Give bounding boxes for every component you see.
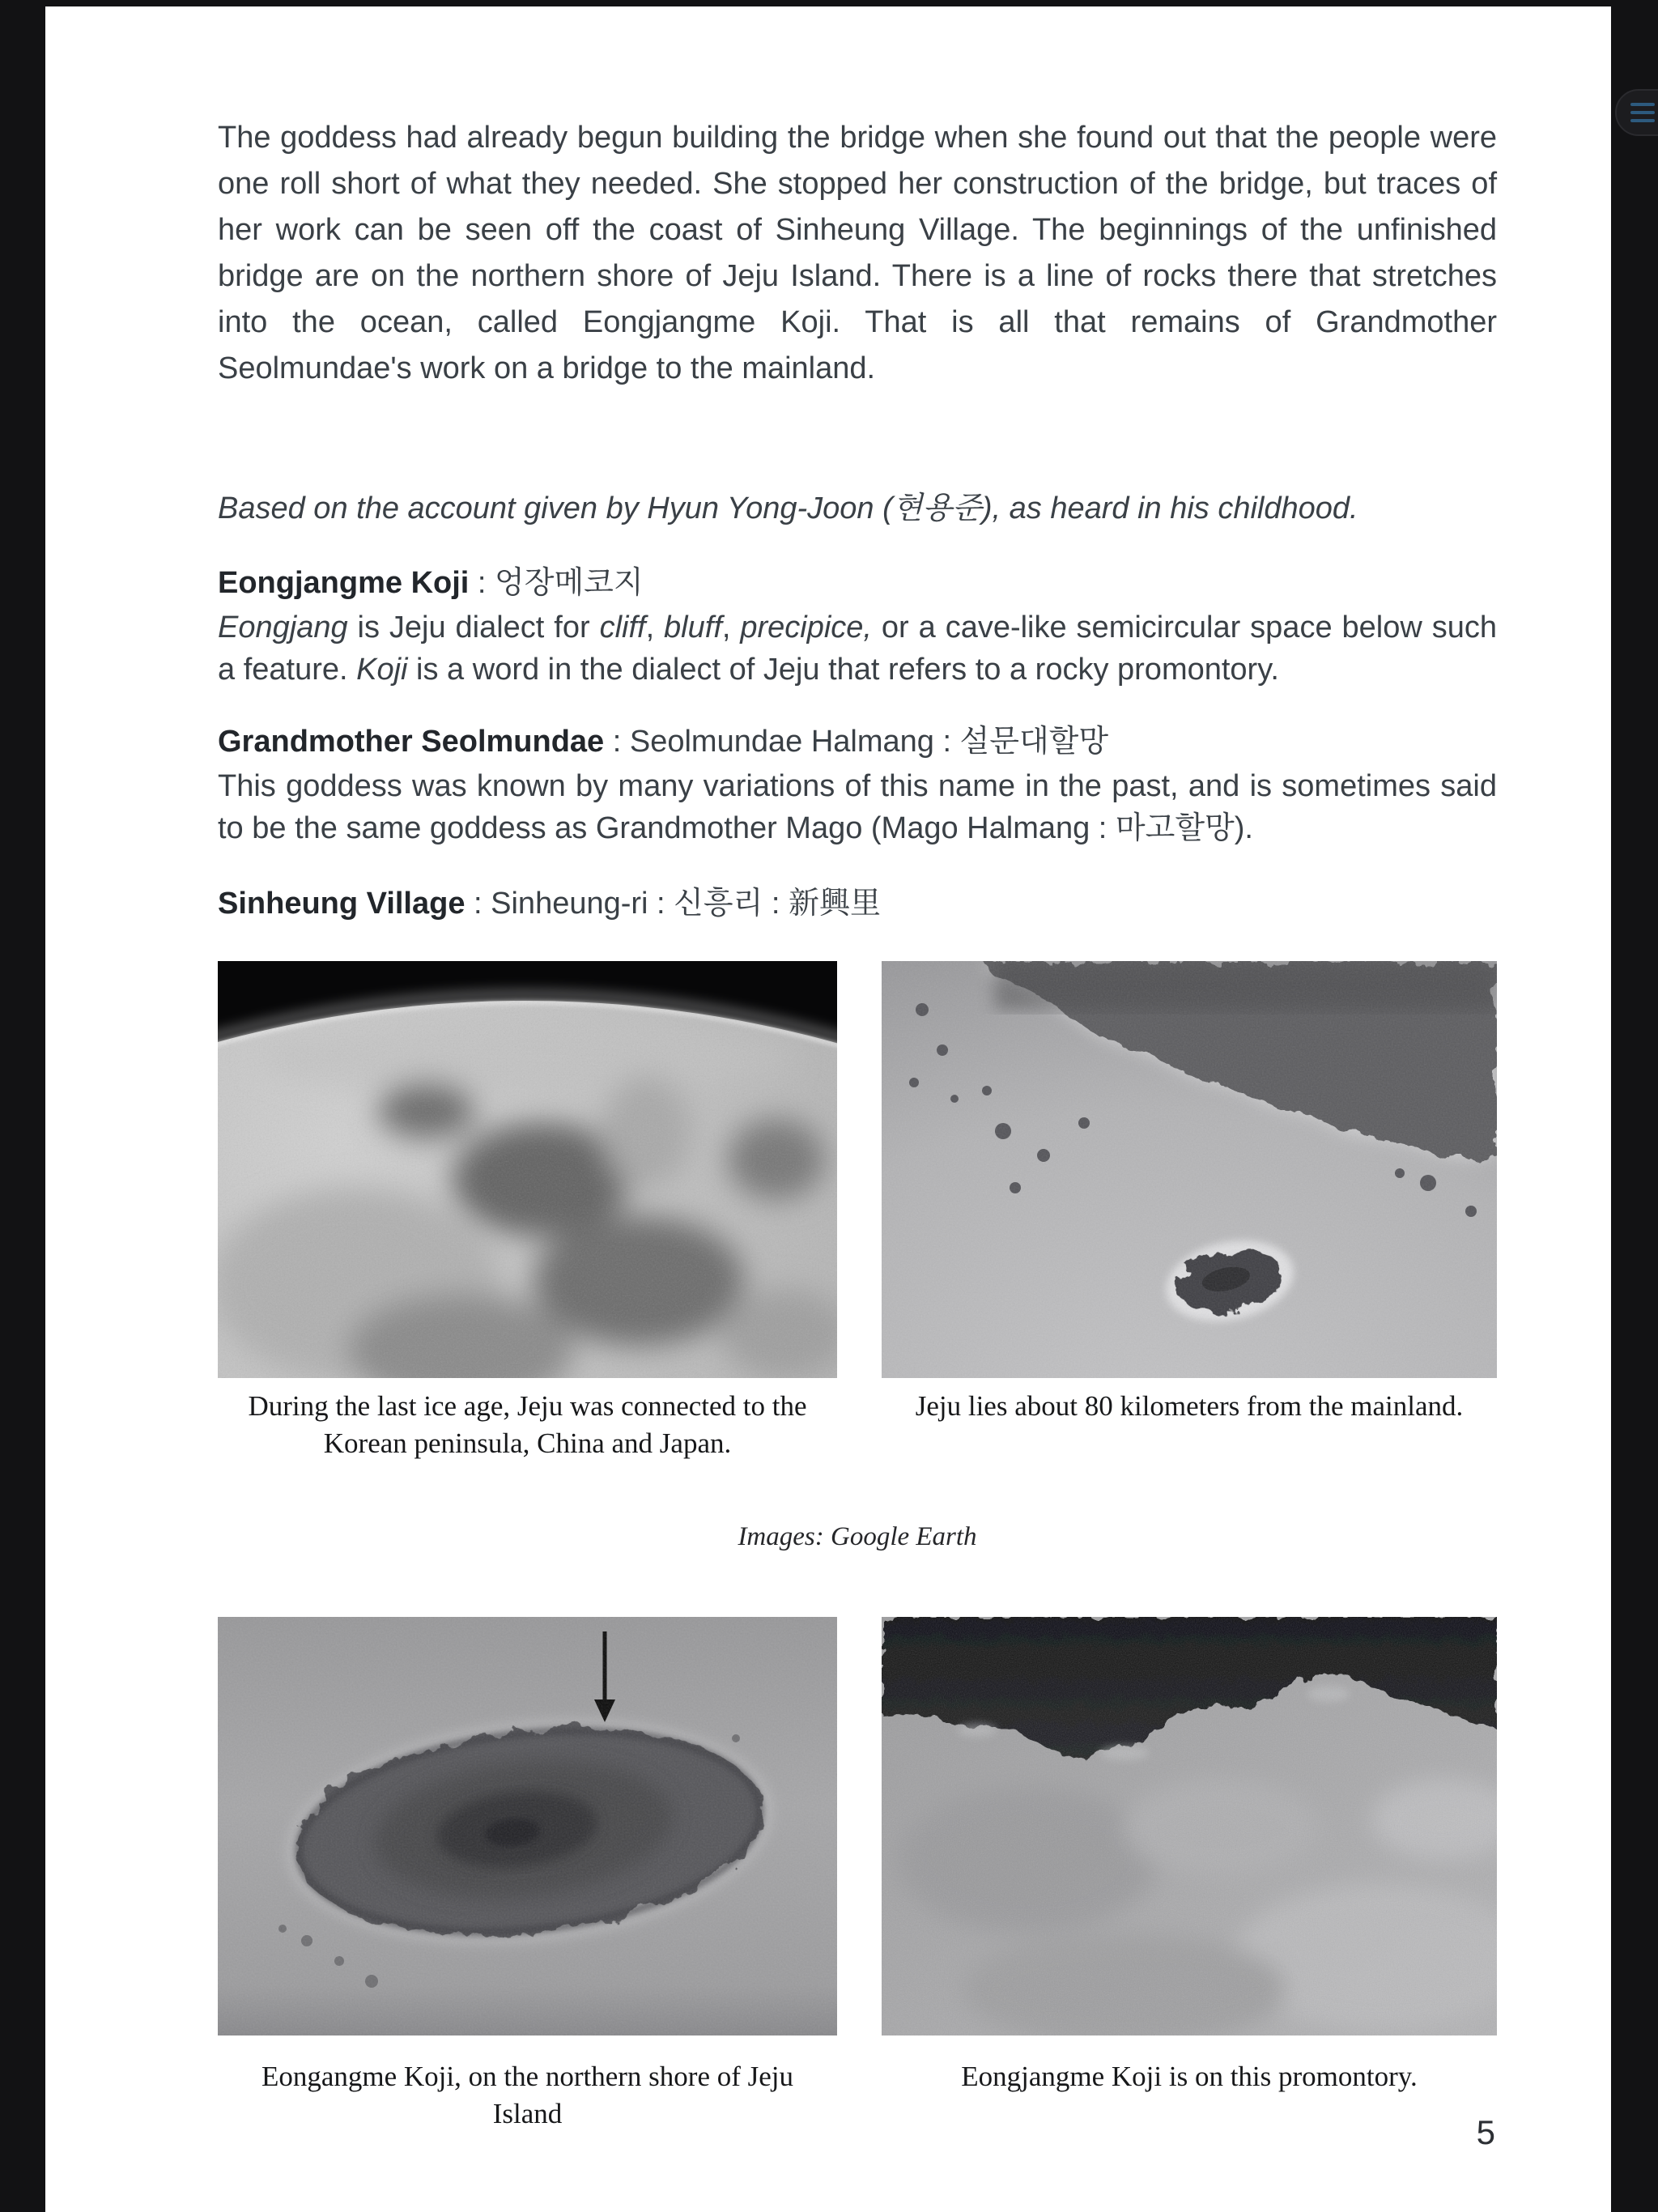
earth-from-space-image: [218, 961, 837, 1378]
glossary-entry-grandmother-seolmundae: [218, 719, 1497, 849]
image-credit: Images: Google Earth: [738, 1522, 977, 1551]
figure-caption: Eongangme Koji, on the northern shore of Jeju Island: [261, 2061, 794, 2129]
koji-promontory-image: [882, 1617, 1497, 2035]
glossary-term-line: [218, 719, 1497, 765]
attribution-note: Based on the account given by Hyun Yong-Joon (현용준), as heard in his childhood.: [218, 491, 1358, 525]
glossary-term-line: [218, 560, 1497, 606]
story-paragraph: The goddess had already begun building the bridge when she found out that the people were one roll short of what they needed. She stopped her construction of the bridge, but traces of her work can be seen off the coast of Sinheung Village. The beginnings of the unfinished bridge are on the northern shore of Jeju Island. There is a line of rocks there that stretches into the ocean, called Eongjangme Koji. That is all that remains of Grandmother Seolmundae's work on a bridge to the mainland.: [218, 121, 1497, 385]
figure-earth-from-space: [218, 961, 837, 1378]
glossary-entry-sinheung-village: [218, 881, 1497, 927]
glossary-term-translation: : 엉장메코지: [469, 566, 644, 600]
hamburger-bar: [1630, 111, 1655, 114]
jeju-island-arrow-image: [218, 1617, 837, 2035]
document-page: [45, 6, 1611, 2212]
figure-koji-promontory: [882, 1617, 1497, 2035]
page-content: [218, 6, 1497, 2212]
caption-row-bottom: [218, 2058, 1497, 2133]
page-number: 5: [1476, 2113, 1495, 2151]
figure-caption: Eongjangme Koji is on this promontory.: [961, 2061, 1418, 2092]
hamburger-icon: [1630, 103, 1655, 122]
glossary-term: Sinheung Village: [218, 887, 466, 921]
figure-row-bottom: [218, 1617, 1497, 2035]
reader-menu-button[interactable]: [1615, 89, 1658, 136]
glossary-definition: This goddess was known by many variations of this name in the past, and is sometimes said to be the same goddess as Grandmother Mago (Mago Halmang : 마고할망).: [218, 769, 1497, 845]
glossary-entry-eongjangme-koji: [218, 560, 1497, 691]
glossary-definition: Eongjang is Jeju dialect for cliff, bluff, precipice, or a cave-like semicircular space below such a feature. Koji is a word in the dialect of Jeju that refers to a rocky promontory.: [218, 610, 1497, 687]
caption-row-top: [218, 1388, 1497, 1462]
hamburger-bar: [1630, 103, 1655, 106]
glossary-term-translation: : Sinheung-ri : 신흥리 : 新興里: [465, 887, 881, 921]
glossary-term-line: [218, 881, 1497, 927]
glossary-term-translation: : Seolmundae Halmang : 설문대할망: [604, 725, 1109, 759]
figure-row-top: [218, 961, 1497, 1378]
glossary-term: Grandmother Seolmundae: [218, 725, 605, 759]
jeju-mainland-distance-image: [882, 961, 1497, 1378]
figure-caption: Jeju lies about 80 kilometers from the mainland.: [915, 1390, 1464, 1422]
hamburger-bar: [1630, 119, 1655, 122]
figure-caption: During the last ice age, Jeju was connected to the Korean peninsula, China and Japan.: [248, 1390, 807, 1459]
figure-jeju-island-arrow: [218, 1617, 837, 2035]
figure-jeju-mainland-distance: [882, 961, 1497, 1378]
glossary-term: Eongjangme Koji: [218, 566, 470, 600]
